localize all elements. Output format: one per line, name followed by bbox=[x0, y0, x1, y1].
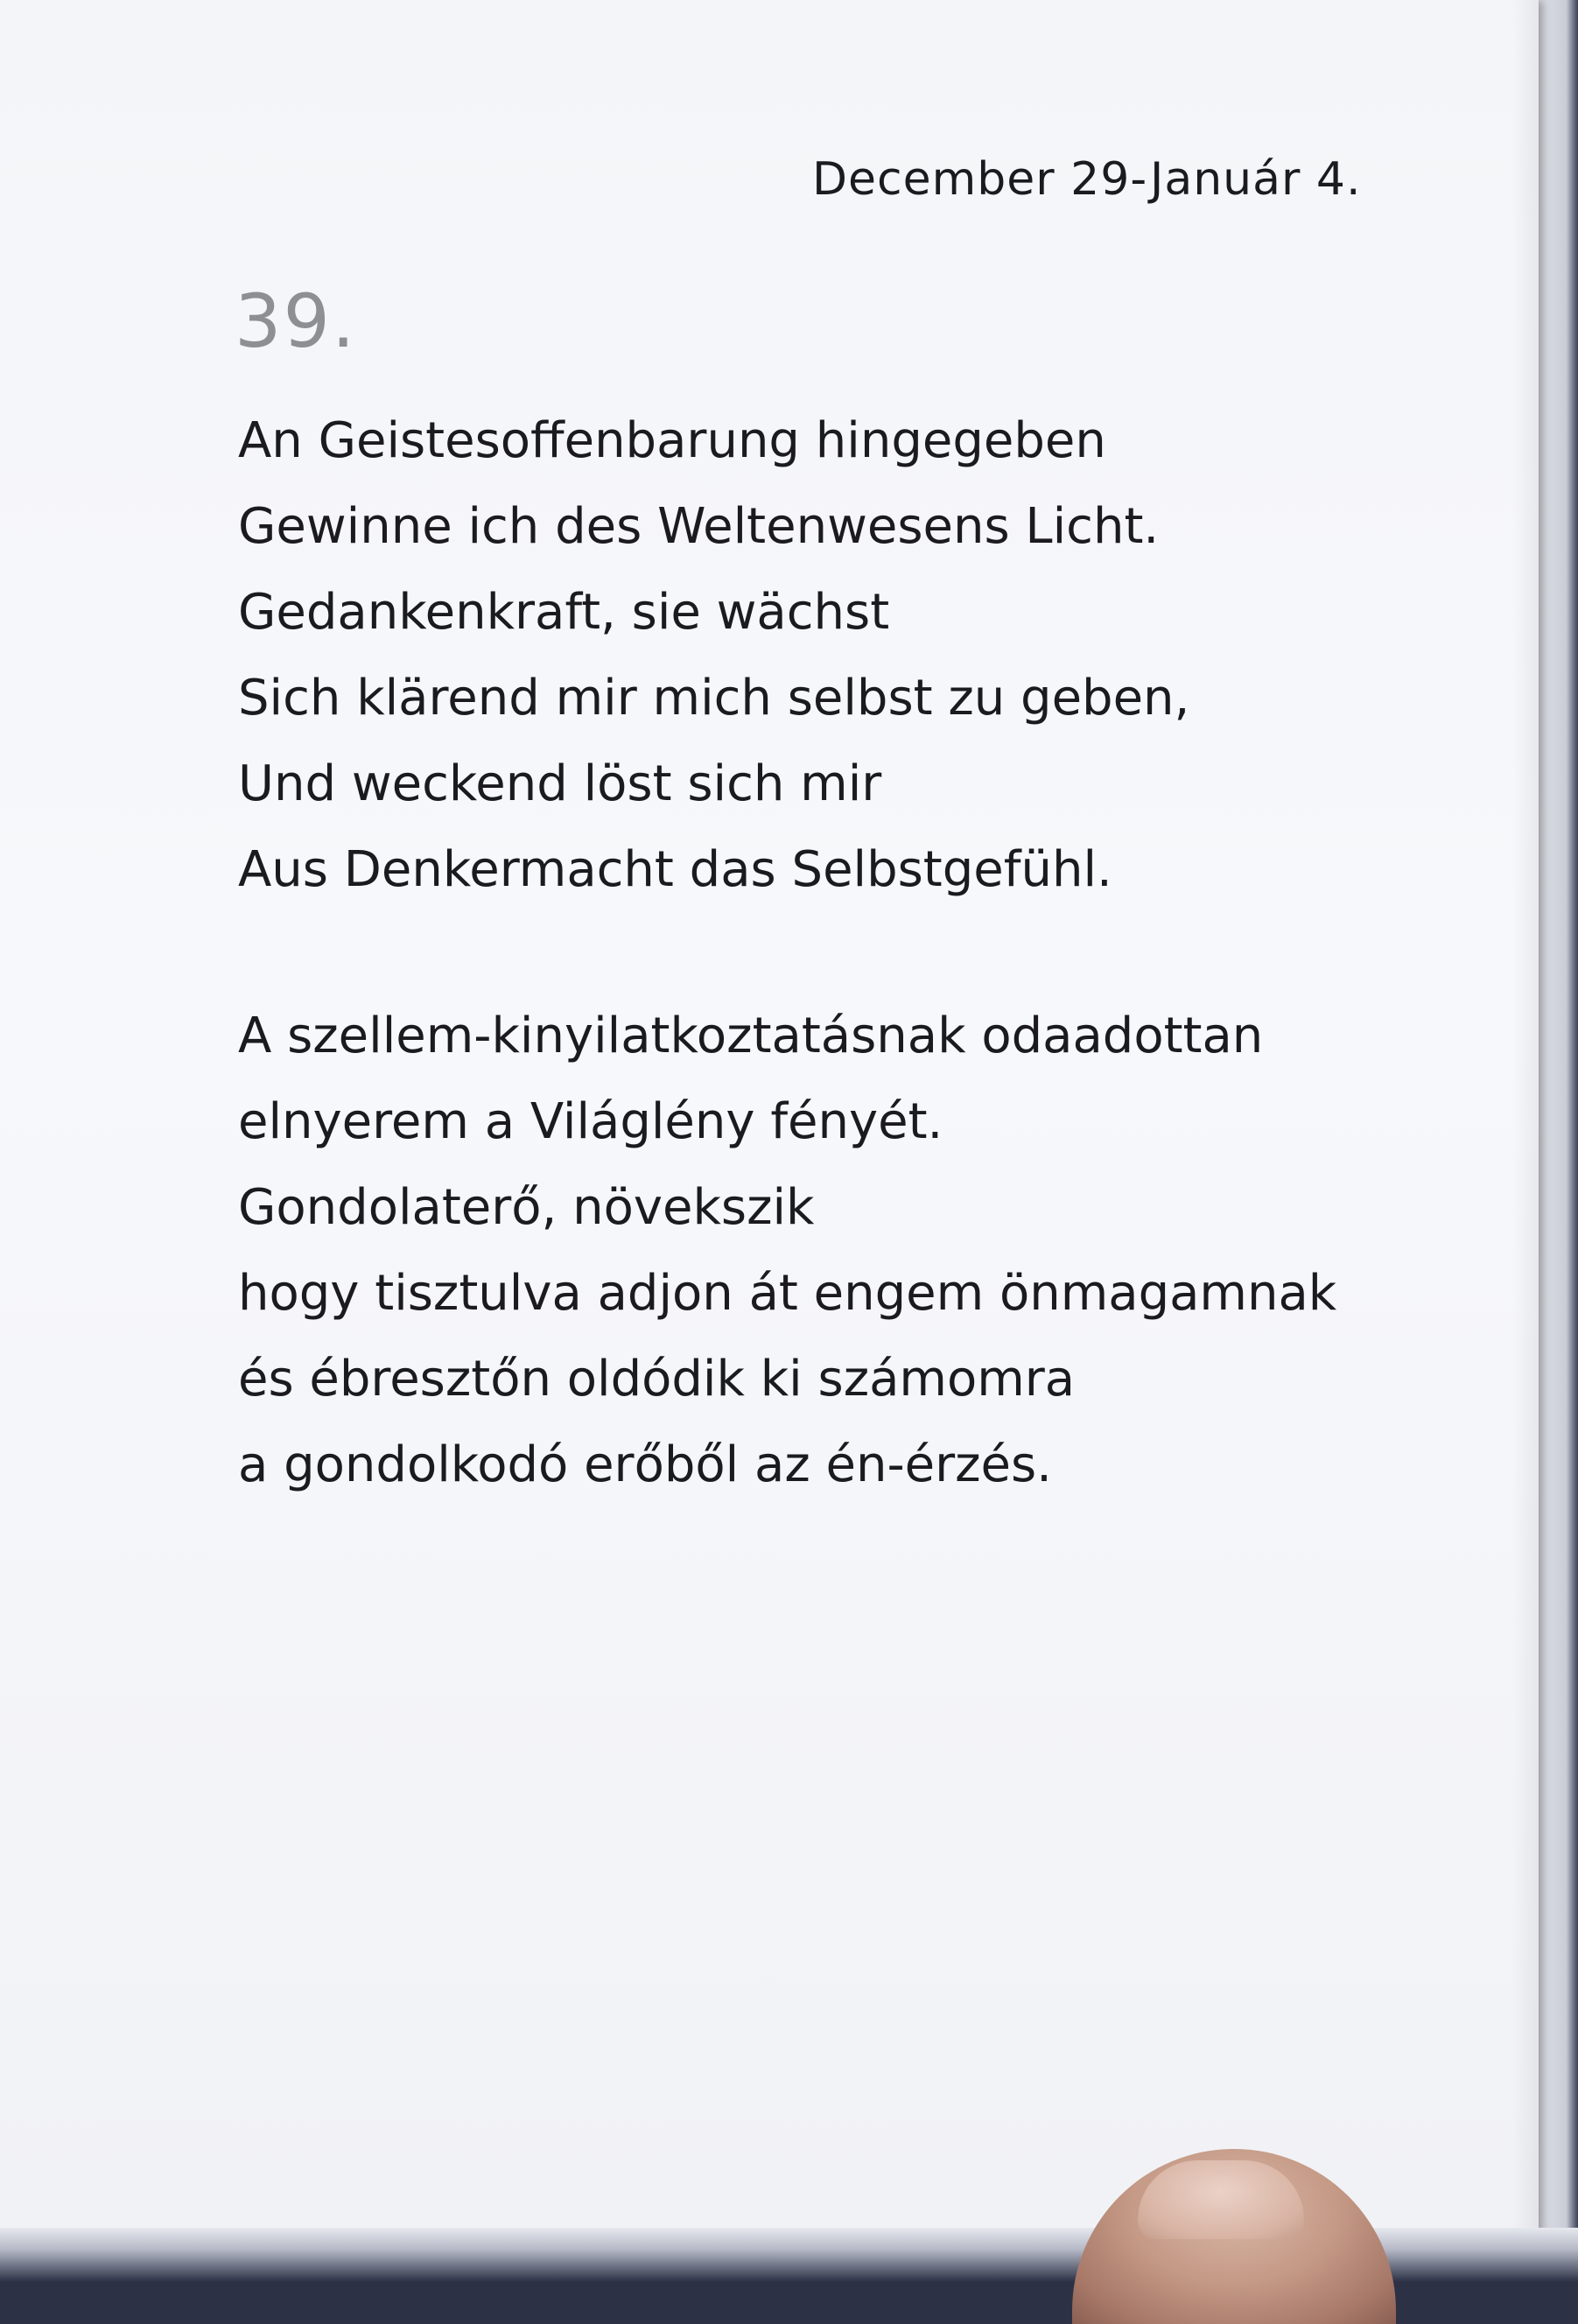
hungarian-verse-line: A szellem-kinyilatkoztatásnak odaadottan bbox=[238, 1008, 1264, 1064]
german-verse bbox=[238, 398, 1189, 913]
german-verse-line: Gewinne ich des Weltenwesens Licht. bbox=[238, 498, 1160, 555]
german-verse-line: Und weckend löst sich mir bbox=[238, 755, 882, 812]
hungarian-verse-line: és ébresztőn oldódik ki számomra bbox=[238, 1351, 1076, 1408]
hungarian-verse bbox=[238, 993, 1336, 1508]
page-shadow-edge bbox=[1512, 0, 1539, 2241]
hungarian-verse-line: hogy tisztulva adjon át engem önmagamnak bbox=[238, 1265, 1337, 1322]
thumbnail-nail bbox=[1138, 2160, 1304, 2239]
hungarian-verse-line: a gondolkodó erőből az én-érzés. bbox=[238, 1436, 1052, 1493]
hungarian-verse-line: Gondolaterő, növekszik bbox=[238, 1179, 815, 1236]
week-number: 39. bbox=[235, 278, 357, 364]
german-verse-line: Gedankenkraft, sie wächst bbox=[238, 584, 890, 641]
underlying-page-edge bbox=[1539, 0, 1578, 2241]
german-verse-line: An Geistesoffenbarung hingegeben bbox=[238, 412, 1106, 469]
german-verse-line: Aus Denkermacht das Selbstgefühl. bbox=[238, 841, 1112, 898]
hungarian-verse-line: elnyerem a Világlény fényét. bbox=[238, 1093, 943, 1150]
date-range-header: December 29-Január 4. bbox=[812, 153, 1362, 206]
german-verse-line: Sich klärend mir mich selbst zu geben, bbox=[238, 670, 1190, 727]
